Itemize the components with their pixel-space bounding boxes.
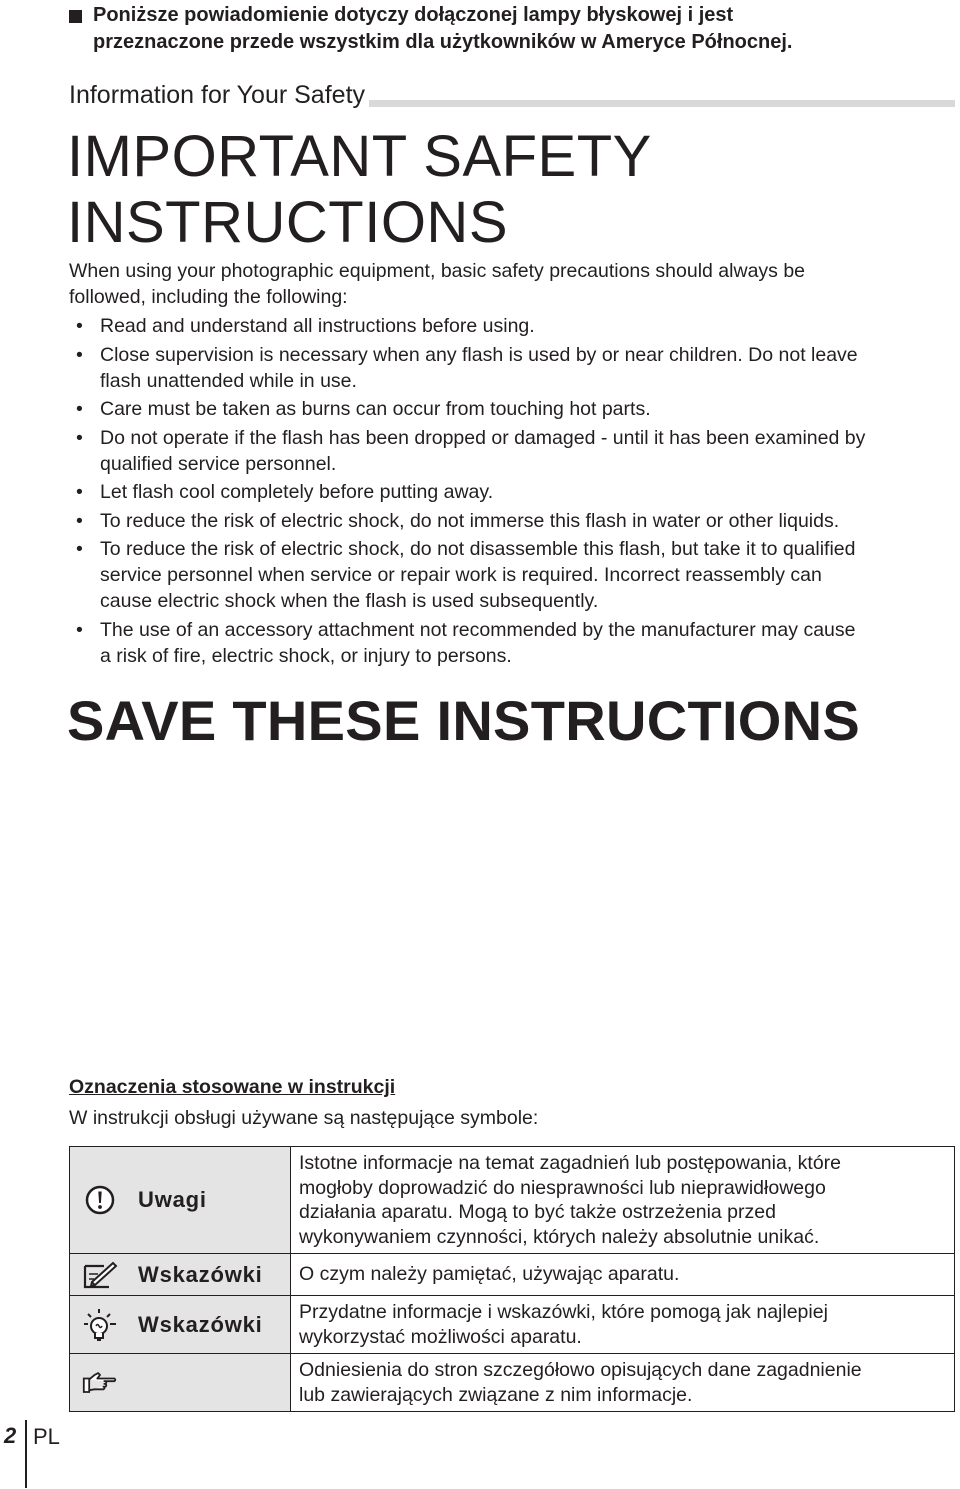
square-bullet-icon (69, 10, 82, 23)
list-item (69, 342, 949, 394)
list-item (69, 479, 949, 505)
list-item-line: Close supervision is necessary when any flash is used by or near children. Do not leave (100, 343, 858, 366)
regional-notice-line: Poniższe powiadomienie dotyczy dołączonej lampy błyskowej i jest (93, 4, 734, 26)
bullet-dot: • (76, 398, 83, 420)
lightbulb-icon (82, 1307, 118, 1343)
bullet-dot: • (76, 426, 83, 449)
bullet-dot: • (76, 481, 83, 503)
list-item (69, 508, 949, 534)
list-item-line: The use of an accessory attachment not recommended by the manufacturer may cause (100, 618, 856, 641)
page-title-line: IMPORTANT SAFETY (67, 124, 652, 189)
symbol-description (291, 1354, 955, 1412)
bullet-dot: • (76, 538, 83, 560)
list-item-line: To reduce the risk of electric shock, do not immerse this flash in water or other liquids. (100, 509, 840, 532)
description-line: Przydatne informacje i wskazówki, które pomogą jak najlepiej (299, 1301, 828, 1323)
pencil-note-icon (82, 1257, 118, 1293)
bullet-dot: • (76, 315, 83, 337)
bullet-dot: • (76, 618, 83, 641)
table-row (70, 1147, 955, 1254)
description-line: Odniesienia do stron szczegółowo opisujących dane zagadnienie (299, 1359, 862, 1381)
symbol-description (291, 1147, 955, 1254)
regional-notice-text (93, 2, 792, 56)
intro-line: When using your photographic equipment, basic safety precautions should always be (69, 260, 806, 282)
list-item-line: Do not operate if the flash has been dropped or damaged - until it has been examined by (100, 426, 866, 449)
description-line: lub zawierających związane z nim informacje. (299, 1383, 693, 1406)
symbols-heading: Oznaczenia stosowane w instrukcji (69, 1076, 396, 1098)
table-row (70, 1296, 955, 1354)
list-item (69, 396, 949, 422)
symbols-subheading: W instrukcji obsługi używane są następujące symbole: (69, 1107, 539, 1129)
symbol-label: Uwagi (138, 1187, 207, 1212)
description-line: wykonywaniem czynności, których należy absolutnie unikać. (299, 1225, 820, 1248)
intro-paragraph (69, 258, 805, 310)
description-line: wykorzystać możliwości aparatu. (299, 1325, 582, 1348)
description-line: Istotne informacje na temat zagadnień lub postępowania, które (299, 1152, 842, 1174)
list-item-line: cause electric shock when the flash is used subsequently. (100, 590, 599, 612)
list-item (69, 425, 949, 477)
exclamation-circle-icon (82, 1182, 118, 1218)
list-item (69, 617, 949, 669)
list-item-line: Read and understand all instructions before using. (100, 315, 535, 337)
intro-line: followed, including the following: (69, 286, 348, 308)
page-number: 2 (4, 1423, 17, 1448)
list-item-line: service personnel when service or repair work is required. Incorrect reassembly can (100, 564, 822, 586)
section-heading (69, 80, 369, 110)
list-item-line: Care must be taken as burns can occur from touching hot parts. (100, 398, 651, 420)
description-line: O czym należy pamiętać, używając aparatu. (299, 1263, 680, 1286)
language-code: PL (33, 1424, 60, 1449)
bullet-dot: • (76, 509, 83, 532)
page-title-line: INSTRUCTIONS (67, 190, 508, 255)
symbols-table (69, 1146, 955, 1412)
save-instructions-title: SAVE THESE INSTRUCTIONS (67, 689, 861, 752)
list-item (69, 313, 949, 339)
list-item-line: a risk of fire, electric shock, or injury to persons. (100, 644, 512, 667)
page-title (67, 124, 652, 256)
list-item-line: Let flash cool completely before putting away. (100, 481, 494, 503)
symbol-label: Wskazówki (138, 1261, 263, 1287)
symbol-description (291, 1296, 955, 1354)
symbol-cell (70, 1147, 291, 1254)
pointing-hand-icon (82, 1365, 118, 1401)
symbol-description (291, 1254, 955, 1296)
safety-instruction-list (69, 313, 949, 671)
description-line: działania aparatu. Mogą to być także ostrzeżenia przed (299, 1201, 776, 1223)
symbol-cell (70, 1254, 291, 1296)
symbol-label: Wskazówki (138, 1311, 263, 1337)
footer-divider (25, 1420, 27, 1488)
symbol-cell (70, 1296, 291, 1354)
description-line: mogłoby doprowadzić do niesprawności lub nieprawidłowego (299, 1176, 826, 1199)
table-row (70, 1254, 955, 1296)
section-heading-text: Information for Your Safety (69, 81, 369, 109)
list-item-line: To reduce the risk of electric shock, do not disassemble this flash, but take it to qualified (100, 538, 856, 560)
bullet-dot: • (76, 343, 83, 366)
list-item-line: flash unattended while in use. (100, 369, 357, 392)
table-row (70, 1354, 955, 1412)
list-item (69, 536, 949, 614)
symbol-cell (70, 1354, 291, 1412)
regional-notice-line: przeznaczone przede wszystkim dla użytkowników w Ameryce Północnej. (93, 31, 793, 53)
list-item-line: qualified service personnel. (100, 452, 337, 475)
